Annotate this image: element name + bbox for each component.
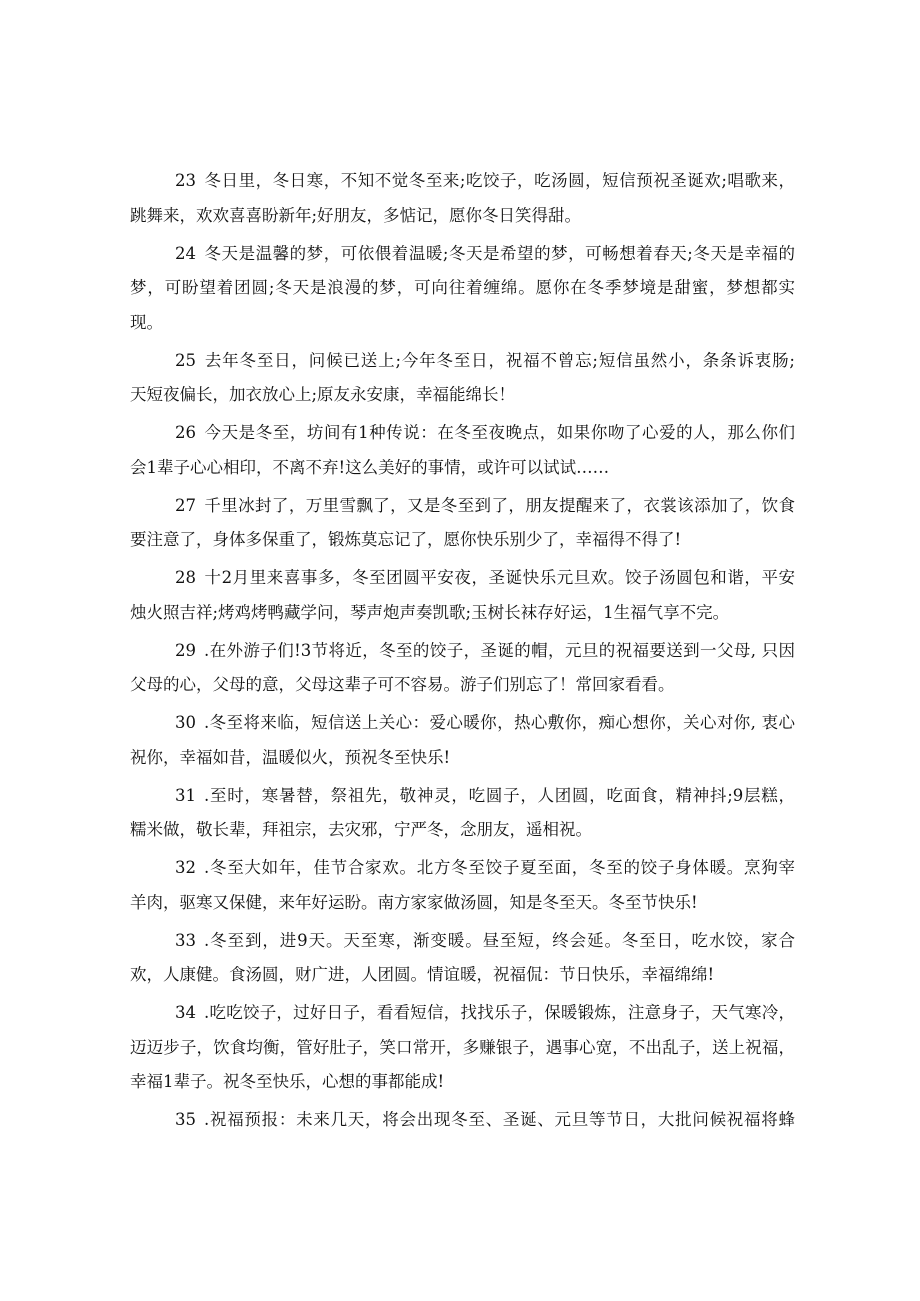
paragraph [130,706,795,775]
text-line [130,958,795,993]
line-text: .吃吃饺子，过好日子，看看短信，找找乐子，保暖锻炼，注意身子，天气寒冷， [204,1003,795,1022]
paragraph-number: 24 [175,243,196,263]
paragraph-number: 25 [175,350,196,370]
line-text: 糯米做，敬长辈，拜祖宗，去灾邪，宁严冬，念朋友，遥相祝。 [130,820,592,839]
paragraph [130,924,795,993]
line-text: 冬天是温馨的梦，可依偎着温暖;冬天是希望的梦，可畅想着春天;冬天是幸福的 [204,243,795,263]
text-line [130,164,795,199]
text-line [130,668,795,703]
line-text: 天短夜偏长，加衣放心上;原友永安康，幸福能绵长！ [130,385,516,404]
paragraph-number: 32 [175,858,196,877]
line-text: 会1辈子心心相印，不离不弃!这么美好的事情，或许可以试试…… [130,457,610,477]
paragraph-number: 33 [175,930,196,950]
line-text: 千里冰封了，万里雪飘了，又是冬至到了，朋友提醒来了，衣裳该添加了，饮食 [204,495,795,515]
line-text: 幸福1辈子。祝冬至快乐，心想的事都能成! [130,1072,445,1091]
line-text: .在外游子们!3节将近，冬至的饺子，圣诞的帽，元旦的祝福要送到一父母, 只因 [204,640,795,660]
line-text: .冬至大如年，佳节合家欢。北方冬至饺子夏至面，冬至的饺子身体暖。烹狗宰 [204,858,795,877]
paragraph [130,237,795,341]
paragraph [130,634,795,703]
paragraph [130,489,795,558]
line-text: 父母的心，父母的意，父母这辈子可不容易。游子们别忘了！常回家看看。 [130,675,675,694]
paragraph [130,416,795,485]
paragraph [130,561,795,630]
paragraph-number: 27 [175,495,196,515]
paragraph-number: 28 [175,568,196,587]
text-line [130,1065,795,1100]
paragraph [130,1103,795,1138]
text-line [130,451,795,486]
paragraph-number: 26 [175,423,196,442]
line-text: 烛火照吉祥;烤鸡烤鸭藏学问，琴声炮声奏凯歌;玉树长袜存好运，1生福气享不完。 [130,602,730,622]
line-text: 梦，可盼望着团圆;冬天是浪漫的梦，可向往着缠绵。愿你在冬季梦境是甜蜜，梦想都实 [130,278,795,297]
line-text: 跳舞来，欢欢喜喜盼新年;好朋友，多惦记，愿你冬日笑得甜。 [130,205,582,225]
text-line [130,813,795,848]
paragraph-number: 23 [175,171,196,190]
text-line [130,596,795,631]
text-line [130,779,795,814]
document-body [130,164,795,1141]
line-text: 要注意了，身体多保重了，锻炼莫忘记了，愿你快乐别少了，幸福得不得了! [130,530,682,549]
paragraph [130,851,795,920]
text-line [130,851,795,886]
text-line [130,199,795,234]
paragraph-number: 31 [175,785,196,805]
paragraph-number: 30 [175,713,196,732]
line-text: .冬至到，进9天。天至寒，渐变暖。昼至短，终会延。冬至日，吃水饺，家合 [204,930,795,950]
text-line [130,523,795,558]
paragraph [130,344,795,413]
line-text: 现。 [130,312,163,332]
text-line [130,306,795,341]
text-line [130,1031,795,1066]
line-text: 十2月里来喜事多，冬至团圆平安夜，圣诞快乐元旦欢。饺子汤圆包和谐，平安 [204,568,795,587]
text-line [130,886,795,921]
paragraph-number: 35 [175,1110,196,1129]
paragraph [130,164,795,233]
paragraph-number: 29 [175,640,196,660]
line-text: .祝福预报：未来几天，将会出现冬至、圣诞、元旦等节日，大批问候祝福将蜂 [204,1110,795,1129]
text-line [130,489,795,524]
paragraph [130,996,795,1100]
line-text: .至时，寒暑替，祭祖先，敬神灵，吃圆子，人团圆，吃面食，精神抖;9层糕， [204,785,795,805]
line-text: .冬至将来临，短信送上关心：爱心暖你，热心敷你，痴心想你，关心对你, 衷心 [204,713,795,732]
text-line [130,634,795,669]
line-text: 迈迈步子，饮食均衡，管好肚子，笑口常开，多赚银子，遇事心宽，不出乱子，送上祝福， [130,1037,795,1057]
text-line [130,416,795,451]
line-text: 冬日里，冬日寒，不知不觉冬至来;吃饺子，吃汤圆，短信预祝圣诞欢;唱歌来， [204,171,795,190]
text-line [130,561,795,596]
line-text: 羊肉，驱寒又保健，来年好运盼。南方家家做汤圆，知是冬至天。冬至节快乐! [130,892,698,912]
line-text: 去年冬至日，问候已送上;今年冬至日，祝福不曾忘;短信虽然小，条条诉衷肠; [204,350,795,370]
text-line [130,996,795,1031]
text-line [130,924,795,959]
text-line [130,344,795,379]
paragraph-number: 34 [175,1003,196,1022]
text-line [130,1103,795,1138]
text-line [130,237,795,272]
line-text: 祝你，幸福如昔，温暖似火，预祝冬至快乐! [130,747,451,767]
line-text: 欢，人康健。食汤圆，财广进，人团圆。情谊暖，祝福侃：节日快乐，幸福绵绵! [130,965,715,984]
paragraph [130,779,795,848]
line-text: 今天是冬至，坊间有1种传说：在冬至夜晚点，如果你吻了心爱的人，那么你们 [204,423,795,442]
text-line [130,706,795,741]
text-line [130,378,795,413]
text-line [130,741,795,776]
text-line [130,271,795,306]
